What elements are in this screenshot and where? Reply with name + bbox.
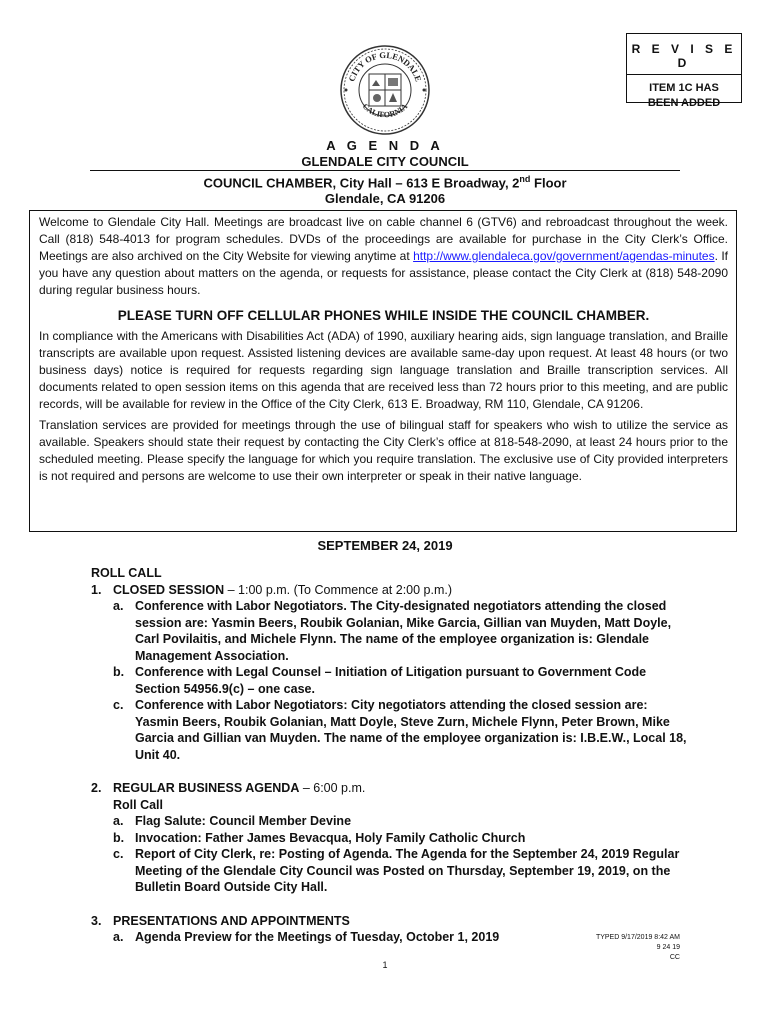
welcome-text-end: . If you have any question about matters on the agenda, or requests for assistance, please contact the City Clerk at (818) 548-2090 during regular business hours. (39, 249, 728, 297)
subitem-letter: b. (113, 830, 125, 845)
subitem-letter: a. (113, 814, 124, 828)
subitem-text: Invocation: Father James Bevacqua, Holy Family Catholic Church (135, 830, 526, 845)
welcome-paragraph (39, 214, 728, 299)
item-number: 3. (91, 913, 102, 928)
city-seal-icon (339, 44, 431, 136)
page-number: 1 (382, 960, 388, 970)
subitem-letter: a. (113, 599, 124, 613)
subitem-text: Conference with Legal Counsel – Initiation of Litigation pursuant to Government Code Section 54956.9(c) – one case. (135, 665, 647, 696)
ada-paragraph: In compliance with the Americans with Disabilities Act (ADA) of 1990, auxiliary hearing aids, sign language translation, and Braille transcripts are available upon request. Assisted listening devices are available same-day upon request. At least 48 hours (or two business days) notice is required for requests regarding sign language translation and Braille transcription services. All documents related to open session items on this agenda that are received less than 72 hours prior to this meeting, and are public records, will be available for review in the Office of the City Clerk, 613 E. Broadway, RM 110, Glendale, CA 91206. (39, 329, 728, 411)
roll-call-heading: ROLL CALL (91, 566, 162, 580)
city-address: Glendale, CA 91206 (324, 191, 446, 206)
agenda-subitem (91, 846, 691, 896)
translation-paragraph: Translation services are provided for meetings through the use of bilingual staff for speakers who wish to utilize the service as available. Speakers should state their request by contacting the City Clerk’s office at 818-548-2090, at least 24 hours prior to the scheduled meeting. Please specify the language for which you require translation. The exclusive use of City provided interpreters is not required and persons are welcome to use their own interpreter or speak in their native language. (39, 418, 728, 483)
chamber-sup: nd (519, 174, 531, 184)
item-number: 1. (91, 582, 102, 597)
agenda-subitem (91, 598, 691, 664)
chamber-suffix: Floor (530, 175, 567, 191)
subitem-text: Flag Salute: Council Member Devine (135, 814, 352, 828)
agenda-heading: A G E N D A (326, 138, 444, 153)
subitem-text: Agenda Preview for the Meetings of Tuesday, October 1, 2019 (135, 930, 500, 944)
chamber-prefix: COUNCIL CHAMBER, City Hall – 613 E Broadway, 2 (203, 175, 520, 191)
agenda-subitem (91, 813, 691, 830)
subitem-letter: c. (113, 847, 124, 861)
revised-label: R E V I S E D (627, 42, 741, 75)
welcome-text: Welcome to Glendale City Hall. Meetings are broadcast live on cable channel 6 (GTV6) and rebroadcast throughout the week. Call (818) 548-4013 for program schedules. DVDs of the proceedings are available for purchase in the City Clerk’s Office. Meetings are also archived on the City Website for viewing anytime at (39, 215, 728, 263)
meeting-date: SEPTEMBER 24, 2019 (317, 538, 453, 553)
council-heading: GLENDALE CITY COUNCIL (301, 154, 469, 169)
chamber-address (0, 174, 770, 190)
subitem-letter: c. (113, 698, 124, 712)
item-title: REGULAR BUSINESS AGENDA (113, 781, 300, 795)
agendas-minutes-link[interactable]: http://www.glendaleca.gov/government/agendas-minutes (413, 249, 715, 263)
typed-initials: CC (669, 954, 680, 961)
revised-notice (626, 33, 742, 109)
agenda-subitem (91, 697, 691, 763)
agenda-subitem (91, 664, 691, 697)
agenda-subitem (91, 830, 691, 847)
cell-phone-warning: PLEASE TURN OFF CELLULAR PHONES WHILE INSIDE THE COUNCIL CHAMBER. (117, 308, 650, 323)
agenda-item-1 (91, 582, 691, 599)
agenda-item-3 (91, 913, 691, 930)
agenda-item-2 (91, 780, 691, 797)
item-time: – 1:00 p.m. (To Commence at 2:00 p.m.) (224, 582, 453, 597)
revised-note-line1: ITEM 1C HAS (649, 82, 719, 94)
header-divider (90, 170, 680, 171)
typed-date: TYPED 9/17/2019 8:42 AM (595, 934, 680, 941)
seal-top-text: CITY OF GLENDALE (346, 49, 424, 83)
agenda-list (91, 565, 691, 946)
subitem-text: Conference with Labor Negotiators. The City-designated negotiators attending the closed session are: Yasmin Beers, Roubik Golanian, Mike Garcia, Gillian van Muyden, Matt Doyle, Carl Povilaitis, and Michele Flynn. The name of the employee organization is: Glendale Management Association. (135, 599, 672, 663)
item-time: – 6:00 p.m. (299, 781, 366, 795)
item-title: CLOSED SESSION (113, 582, 225, 597)
roll-call-subheading: Roll Call (113, 797, 164, 812)
subitem-text: Report of City Clerk, re: Posting of Agenda. The Agenda for the September 24, 2019 Regular Meeting of the Glendale City Council was Posted on Thursday, September 19, 2019, on the Bulletin Board Outside City Hall. (135, 847, 680, 894)
info-box (29, 210, 737, 532)
typed-stamp (596, 933, 680, 963)
subitem-text: Conference with Labor Negotiators: City negotiators attending the closed session are: Yasmin Beers, Roubik Golanian, Matt Doyle, Steve Zurn, Michele Flynn, Peter Brown, Mike Garcia and Gillian van Muyden. The name of the employee organization is: I.B.E.W., Local 18, Unit 40. (135, 698, 687, 762)
item-title: PRESENTATIONS AND APPOINTMENTS (113, 913, 350, 928)
revised-note-line2: BEEN ADDED (647, 97, 721, 109)
seal-bottom-text: CALIFORNIA (360, 101, 410, 120)
typed-code: 9 24 19 (656, 944, 680, 951)
item-number: 2. (91, 781, 102, 795)
subitem-letter: a. (113, 930, 124, 944)
subitem-letter: b. (113, 665, 125, 679)
